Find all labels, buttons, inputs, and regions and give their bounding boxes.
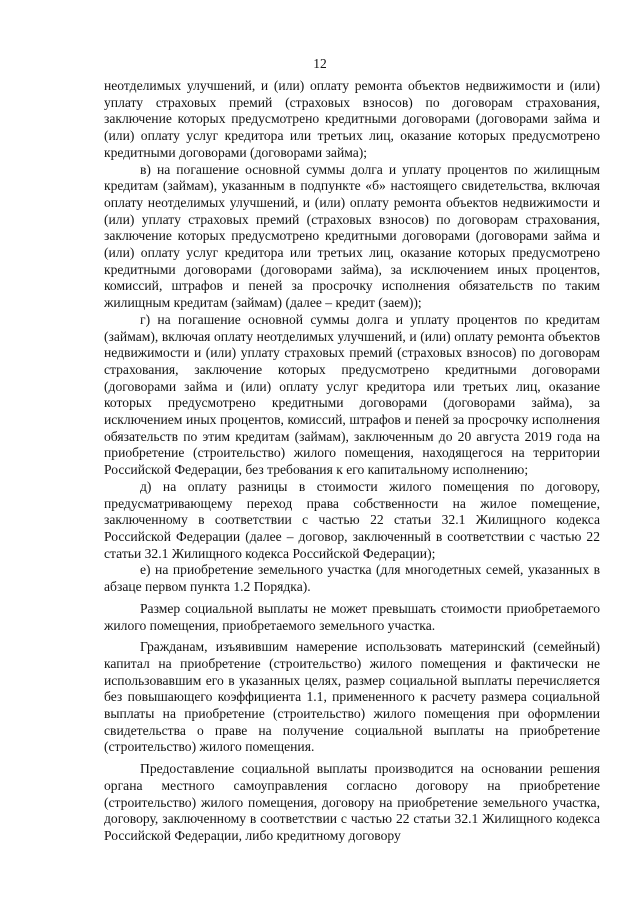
paragraph-maternity-capital: Гражданам, изъявившим намерение использовать материнский (семейный) капитал на приобретение (строительство) жилого помещения и фактически не использовавшим его в указанных целях, размер социальной выплаты перечисляется без повышающего коэффициента 1.1, примененного к расчету размера социальной выплаты на приобретение (строительство) жилого помещения при оформлении свидетельства о праве на получение социальной выплаты на приобретение (строительство) жилого помещения. (104, 639, 600, 755)
paragraph-item-e: е) на приобретение земельного участка (для многодетных семей, указанных в абзаце первом пункта 1.2 Порядка). (104, 562, 600, 595)
paragraph-continuation: неотделимых улучшений, и (или) оплату ремонта объектов недвижимости и (или) уплату страховых премий (страховых взносов) по договорам страхования, заключение которых предусмотрено кредитными договорами (договорами займа и (или) оплату услуг кредитора или третьих лиц, оказание которых предусмотрено кредитными договорами (договорами займа); (104, 78, 600, 160)
document-body (104, 78, 600, 845)
page-number: 12 (313, 56, 327, 71)
paragraph-payment-basis: Предоставление социальной выплаты производится на основании решения органа местного самоуправления согласно договору на приобретение (строительство) жилого помещения, договору на приобретение земельного участка, договору, заключенному в соответствии с частью 22 статьи 32.1 Жилищного кодекса Российской Федерации, либо кредитному договору (104, 761, 600, 843)
paragraph-item-v: в) на погашение основной суммы долга и уплату процентов по жилищным кредитам (займам), указанным в подпункте «б» настоящего свидетельства, включая оплату неотделимых улучшений, и (или) оплату ремонта объектов недвижимости и (или) уплату страховых премий (страховых взносов) по договорам страхования, заключение которых предусмотрено кредитными договорами (договорами займа и (или) оплату услуг кредитора или третьих лиц, оказание которых предусмотрено кредитными договорами (договорами займа), за исключением иных процентов, комиссий, штрафов и пеней за просрочку исполнения обязательств по таким жилищным кредитам (займам) (далее – кредит (заем)); (104, 161, 600, 311)
paragraph-item-d: д) на оплату разницы в стоимости жилого помещения по договору, предусматривающему переход права собственности на жилое помещение, заключенному в соответствии с частью 22 статьи 32.1 Жилищного кодекса Российской Федерации (далее – договор, заключенный в соответствии с частью 22 статьи 32.1 Жилищного кодекса Российской Федерации); (104, 478, 600, 561)
paragraph-item-g: г) на погашение основной суммы долга и уплату процентов по кредитам (займам), включая оплату неотделимых улучшений, и (или) оплату ремонта объектов недвижимости и (или) уплату страховых премий (страховых взносов) по договорам страхования, заключение которых предусмотрено кредитными договорами (договорами займа и (или) оплату услуг кредитора или третьих лиц, оказание которых предусмотрено кредитными договорами (договорами займа), за исключением иных процентов, комиссий, штрафов и пеней за просрочку исполнения обязательств по этим кредитам (займам), заключенным до 20 августа 2019 года на приобретение (строительство) жилого помещения, находящегося на территории Российской Федерации, без требования к его капитальному исполнению; (104, 311, 600, 478)
paragraph-payment-limit: Размер социальной выплаты не может превышать стоимости приобретаемого жилого помещения, приобретаемого земельного участка. (104, 600, 600, 633)
